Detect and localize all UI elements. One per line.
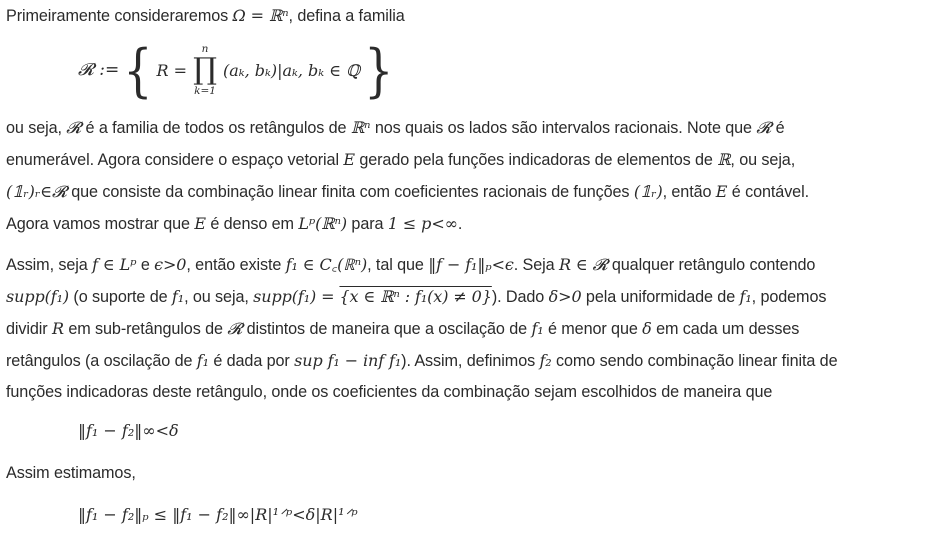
paragraph-density-proof-line — [6, 313, 837, 345]
text-segment: , ou seja, — [730, 151, 796, 169]
text-segment: para — [347, 215, 388, 233]
product-operator — [193, 43, 217, 97]
text-segment: funções indicadoras deste retângulo, onde os coeficientes da combinação sejam escolhidos de maneira que — [6, 383, 773, 401]
family-definition-equation — [78, 36, 397, 104]
text-segment: é menor que — [543, 320, 643, 338]
sup-norm-inequality: ‖f₁ − f₂‖∞<δ — [78, 421, 179, 440]
text-segment: , podemos — [751, 288, 827, 306]
closure-set: {x ∈ ℝⁿ : f₁(x) ≠ 0} — [339, 287, 492, 306]
text-segment: em cada um desses — [651, 320, 800, 338]
equation-inner-lhs: R = — [156, 60, 188, 80]
paragraph-rectangles — [6, 112, 809, 240]
inline-math: E — [194, 214, 206, 233]
text-segment: em sub-retângulos de — [63, 320, 228, 338]
paragraph-density-proof-line — [6, 345, 837, 377]
inline-math: 1 ≤ p<∞ — [387, 214, 458, 233]
inline-math: R — [51, 319, 64, 338]
inline-math: E — [343, 150, 355, 169]
text-segment: que consiste da combinação linear finita com coeficientes racionais de funções — [66, 183, 634, 201]
inline-math: f₁ — [739, 287, 752, 306]
inline-math: f₁ — [171, 287, 185, 306]
inline-math: supp(f₁) — [6, 287, 70, 306]
intro-formula: Ω = ℝⁿ — [232, 6, 289, 25]
text-segment: é contável. — [727, 183, 809, 201]
paragraph-rectangles-line — [6, 208, 809, 240]
text-segment: gerado pela funções indicadoras de elementos de — [354, 151, 718, 169]
text-segment: é a familia de todos os retângulos de — [81, 119, 351, 137]
text-segment: é — [771, 119, 785, 137]
text-segment: retângulos (a oscilação de — [6, 352, 197, 370]
equation-inner-rhs: (aₖ, bₖ)|aₖ, bₖ ∈ ℚ — [222, 60, 361, 80]
inline-math: (𝟙ᵣ)ᵣ∈𝓡 — [6, 182, 67, 201]
paragraph-density-proof-line — [6, 377, 837, 408]
text-segment: , tal que — [367, 256, 429, 274]
inline-math: f ∈ Lᵖ — [92, 255, 137, 274]
inline-math: f₁ ∈ C꜀(ℝⁿ) — [285, 255, 368, 274]
inline-math: ‖f − f₁‖ₚ<ϵ — [428, 255, 514, 274]
text-segment: Agora vamos mostrar que — [6, 215, 195, 233]
text-segment: pela uniformidade de — [581, 288, 740, 306]
text-segment: ). Assim, definimos — [401, 352, 540, 370]
intro-paragraph — [6, 0, 405, 32]
text-segment: como sendo combinação linear finita de — [551, 352, 838, 370]
inline-math: Lᵖ(ℝⁿ) — [298, 214, 348, 233]
inline-math: supp(f₁) = — [253, 287, 340, 306]
intro-text-after: , defina a familia — [288, 7, 405, 25]
paragraph-density-proof-line — [6, 281, 837, 313]
inline-math: R ∈ 𝓡 — [558, 255, 608, 274]
text-segment: , então — [662, 183, 716, 201]
inline-math: f₁ — [196, 351, 209, 370]
inline-math: 𝓡 — [66, 118, 82, 137]
text-segment: e — [136, 256, 155, 274]
inline-math: 𝓡 — [756, 118, 772, 137]
open-brace: { — [123, 36, 153, 104]
text-segment: dividir — [6, 320, 52, 338]
text-segment: (o suporte de — [69, 288, 172, 306]
inline-math: f₂ — [539, 351, 552, 370]
p-norm-estimate: ‖f₁ − f₂‖ₚ ≤ ‖f₁ − f₂‖∞|R|¹ᐟᵖ<δ|R|¹ᐟᵖ — [78, 505, 358, 524]
paragraph-rectangles-line — [6, 144, 809, 176]
inline-math: f₁ — [531, 319, 544, 338]
text-segment: Assim, seja — [6, 256, 93, 274]
inline-math: E — [715, 182, 728, 201]
text-segment: distintos de maneira que a oscilação de — [242, 320, 532, 338]
inline-math: δ>0 — [548, 287, 582, 306]
inline-math: ℝ — [717, 150, 731, 169]
inline-math: sup f₁ − inf f₁ — [294, 351, 402, 370]
text-segment: , ou seja, — [184, 288, 254, 306]
text-segment: é denso em — [205, 215, 299, 233]
inline-math: ϵ>0 — [154, 255, 187, 274]
paragraph-estimate-intro: Assim estimamos, — [6, 464, 136, 482]
text-segment: enumerável. Agora considere o espaço vetorial — [6, 151, 344, 169]
inline-math: δ — [642, 319, 652, 338]
product-upper-limit: n — [201, 43, 209, 55]
inline-math: ℝⁿ — [350, 118, 371, 137]
text-segment: . Seja — [513, 256, 559, 274]
text-segment: , então existe — [186, 256, 286, 274]
inline-math: (𝟙ᵣ) — [633, 182, 663, 201]
text-segment: . — [457, 215, 463, 233]
product-lower-limit: k=1 — [194, 85, 216, 97]
text-segment: é dada por — [208, 352, 295, 370]
equation-lhs: 𝓡 := — [78, 60, 120, 80]
paragraph-density-proof-line — [6, 249, 837, 281]
inline-math: 𝓡 — [227, 319, 243, 338]
text-segment: qualquer retângulo contendo — [607, 256, 816, 274]
text-segment: ). Dado — [491, 288, 549, 306]
paragraph-rectangles-line — [6, 112, 809, 144]
close-brace: } — [364, 36, 394, 104]
paragraph-density-proof — [6, 249, 837, 408]
intro-text-before: Primeiramente consideraremos — [6, 7, 233, 25]
product-symbol: ∏ — [193, 52, 217, 87]
text-segment: ou seja, — [6, 119, 67, 137]
paragraph-rectangles-line — [6, 176, 809, 208]
text-segment: nos quais os lados são intervalos racionais. Note que — [370, 119, 757, 137]
